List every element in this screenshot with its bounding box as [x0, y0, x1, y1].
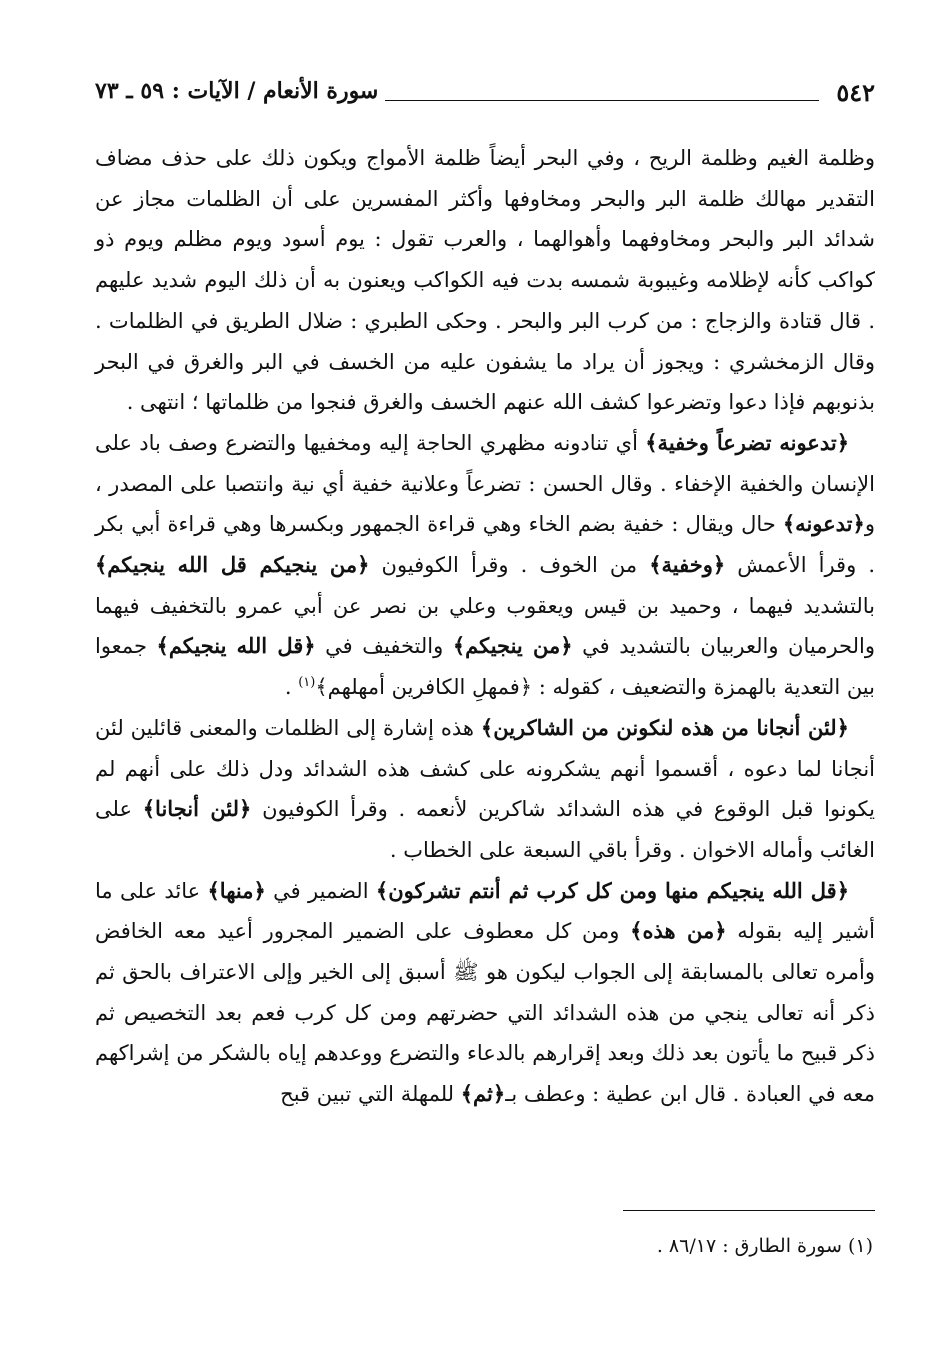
footnote-separator — [623, 1210, 875, 1211]
text-run: على الغائب وأماله الاخوان . وقرأ باقي السبعة على الخطاب . — [95, 797, 875, 862]
text-run: أي تنادونه مظهري الحاجة إليه ومخفيها والتضرع وصف باد على الإنسان والخفية الإخفاء . وقال الحسن : تضرعاً وعلانية خفية أي نية وانتصبا على المصدر ، و — [95, 430, 875, 537]
quran-quote: ﴿من ينجيكم قل الله ينجيكم﴾ — [95, 552, 370, 578]
quran-quote: ﴿لئن أنجانا﴾ — [142, 796, 252, 822]
paragraph — [95, 138, 875, 423]
text-run: والتخفيف في — [315, 634, 453, 659]
page-number: ٥٤٢ — [836, 78, 875, 107]
quran-quote: ﴿قل الله ينجيكم منها ومن كل كرب ثم أنتم تشركون﴾ — [375, 877, 850, 903]
text-run: . — [284, 675, 299, 700]
text-run: ﴿فمهلِ الكافرين أمهلهم﴾ — [315, 675, 533, 700]
text-run: عائد على ما أشير إليه بقوله — [95, 878, 875, 944]
quran-quote: ﴿لئن أنجانا من هذه لنكونن من الشاكرين﴾ — [480, 714, 849, 740]
text-run: ومن كل معطوف على الضمير المجرور أعيد معه الخافض وأمره تعالى بالمسابقة إلى الجواب ليكون هو ﷺ أسبق إلى الخير وإلى الاعتراف بالحق ثم ذكر أنه تعالى ينجي من هذه الشدائد التي حضرتهم ومن كل كرب فعم بعد التخصيص ثم ذكر قبيح ما يأتون بعد ذلك وبعد إقرارهم بالدعاء والتضرع ووعدهم إياه بالشكر من إشراكهم معه في العبادة . قال ابن عطية : وعطف بـ — [95, 919, 875, 1107]
quran-quote: ﴿تدعونه﴾ — [782, 511, 865, 537]
footnote: (١) سورة الطارق : ٨٦/١٧ . — [656, 1235, 873, 1257]
quran-quote: ﴿ثم﴾ — [460, 1081, 506, 1107]
quran-quote: ﴿وخفية﴾ — [649, 552, 726, 578]
page-header — [95, 74, 875, 114]
quran-quote: ﴿منها﴾ — [207, 877, 266, 903]
text-run: من الخوف . وقرأ الكوفيون — [369, 553, 650, 578]
running-title: سورة الأنعام / الآيات : ٥٩ ـ ٧٣ — [95, 78, 379, 104]
text-run: الضمير في — [265, 878, 376, 903]
quran-quote: ﴿تدعونه تضرعاً وخفية﴾ — [645, 429, 850, 455]
paragraph — [95, 708, 875, 871]
header-rule — [385, 100, 819, 101]
text-run: حال ويقال : خفية بضم الخاء وهي قراءة الجمهور وبكسرها وهي قراءة أبي بكر . وقرأ الأعمش — [95, 512, 875, 578]
text-run: للمهلة التي تبين قبح — [280, 1082, 461, 1107]
paragraph — [95, 871, 875, 1115]
text-run: جمعوا بين التعدية بالهمزة والتضعيف ، كقوله : — [95, 634, 875, 700]
main-text — [95, 138, 875, 1115]
text-run: بالتشديد فيهما ، وحميد بن قيس ويعقوب وعلي بن نصر عن أبي عمرو بالتخفيف فيهما والحرميان والعربيان بالتشديد في — [95, 593, 875, 659]
quran-quote: ﴿من هذه﴾ — [630, 918, 727, 944]
quran-quote: ﴿من ينجيكم﴾ — [452, 633, 573, 659]
quran-quote: ﴿قل الله ينجيكم﴾ — [156, 633, 316, 659]
text-run: وظلمة الغيم وظلمة الريح ، وفي البحر أيضاً ظلمة الأمواج ويكون ذلك على حذف مضاف التقدير مهالك ظلمة البر والبحر ومخاوفها وأكثر المفسرين على أن الظلمات مجاز عن شدائد البر والبحر ومخاوفهما وأهوالهما ، والعرب تقول : يوم أسود ويوم مظلم ويوم ذو كواكب كأنه لإظلامه وغيبوبة شمسه بدت فيه الكواكب ويعنون به أن ذلك اليوم شديد عليهم . قال قتادة والزجاج : من كرب البر والبحر . وحكى الطبري : ضلال الطريق في الظلمات . وقال الزمخشري : ويجوز أن يراد ما يشفون عليه من الخسف في البر والغرق في البحر بذنوبهم فإذا دعوا وتضرعوا كشف الله عنهم الخسف والغرق فنجوا من ظلماتها ؛ انتهى . — [95, 146, 875, 415]
paragraph — [95, 423, 875, 708]
footnote-reference: (١) — [298, 675, 316, 691]
text-run: هذه إشارة إلى الظلمات والمعنى قائلين لئن أنجانا لما دعوه ، أقسموا أنهم يشكرونه على كشف هذه الشدائد ودل ذلك على أنهم لم يكونوا قبل الوقوع في هذه الشدائد شاكرين لأنعمه . وقرأ الكوفيون — [95, 715, 875, 822]
